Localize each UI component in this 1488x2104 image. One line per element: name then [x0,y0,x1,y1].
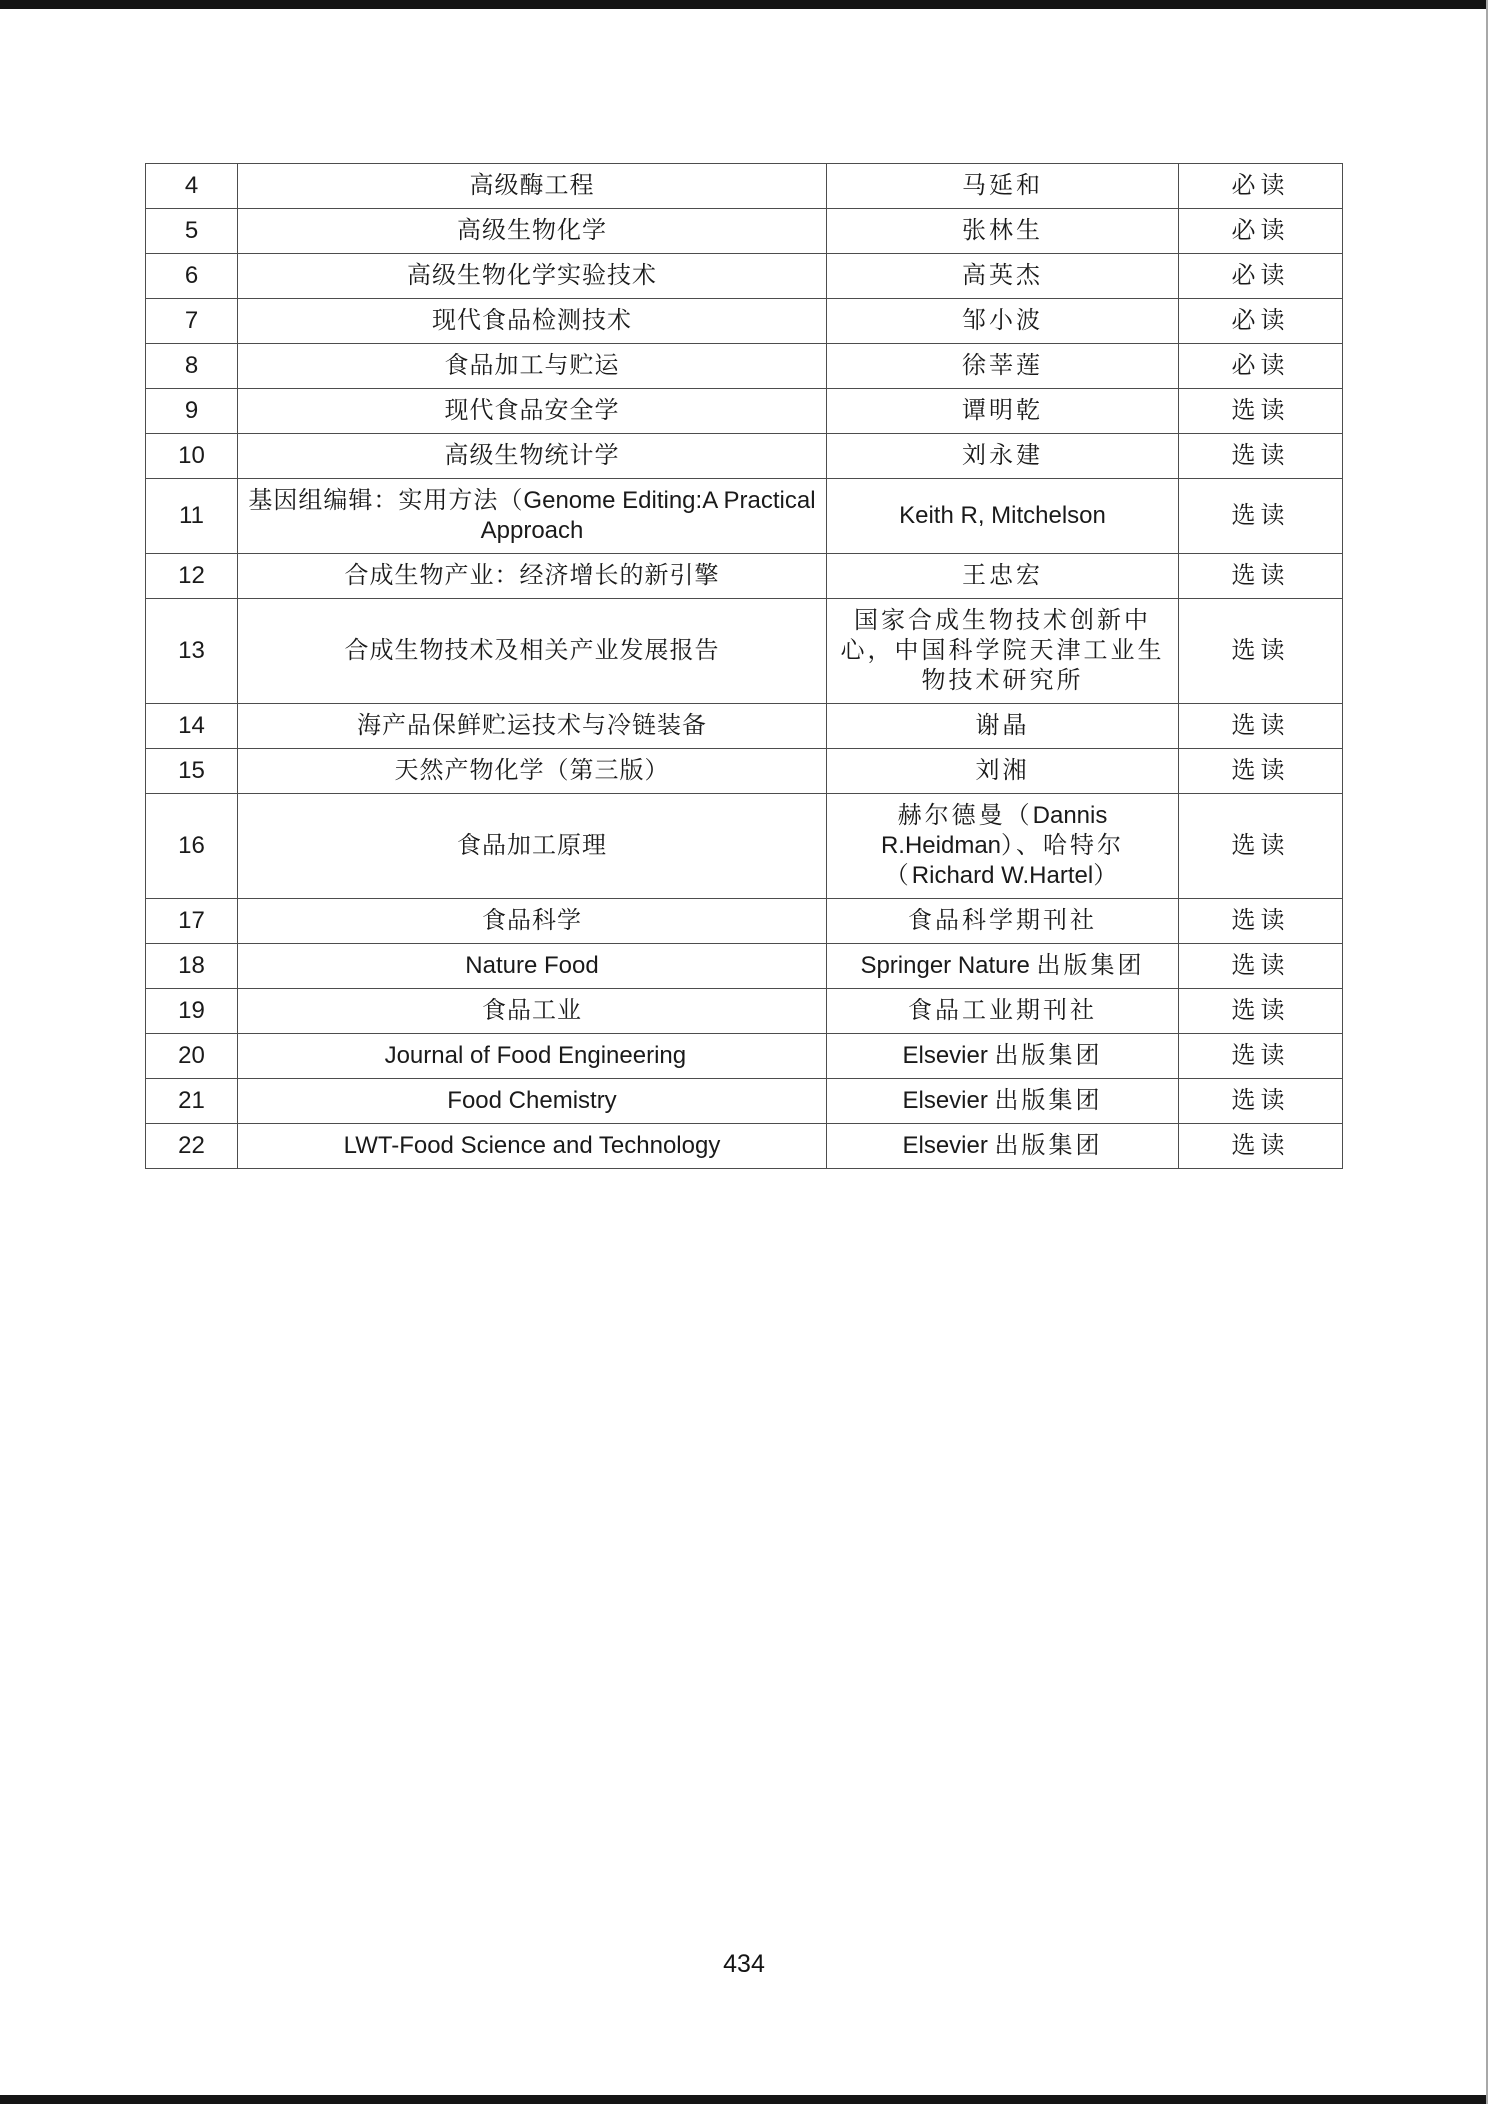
table-row [146,254,1343,299]
table-row [146,299,1343,344]
cell-status: 必读 [1179,209,1343,254]
cell-status: 必读 [1179,254,1343,299]
table-row [146,704,1343,749]
cell-number: 13 [146,599,238,704]
table-row [146,749,1343,794]
cell-number: 21 [146,1079,238,1124]
cell-title: 合成生物技术及相关产业发展报告 [238,599,827,704]
cell-title: 海产品保鲜贮运技术与冷链装备 [238,704,827,749]
cell-author: 谢晶 [827,704,1179,749]
cell-status: 选读 [1179,944,1343,989]
cell-status: 选读 [1179,1079,1343,1124]
cell-title: 基因组编辑：实用方法（Genome Editing:A Practical Approach [238,479,827,554]
cell-title: 现代食品检测技术 [238,299,827,344]
cell-number: 11 [146,479,238,554]
table-row [146,344,1343,389]
cell-title: 合成生物产业：经济增长的新引擎 [238,554,827,599]
table-row [146,794,1343,899]
table-row [146,1124,1343,1169]
cell-status: 选读 [1179,794,1343,899]
table-row [146,209,1343,254]
table-row [146,164,1343,209]
table-row [146,389,1343,434]
table-row [146,989,1343,1034]
cell-title: 食品科学 [238,899,827,944]
cell-status: 选读 [1179,1124,1343,1169]
cell-status: 选读 [1179,704,1343,749]
cell-title: 现代食品安全学 [238,389,827,434]
scan-edge-bar-bottom [0,2095,1488,2104]
cell-status: 选读 [1179,899,1343,944]
table-row [146,434,1343,479]
cell-author: 食品科学期刊社 [827,899,1179,944]
cell-number: 18 [146,944,238,989]
table-row [146,599,1343,704]
cell-status: 必读 [1179,164,1343,209]
cell-number: 7 [146,299,238,344]
cell-status: 选读 [1179,554,1343,599]
cell-author: 谭明乾 [827,389,1179,434]
cell-title: LWT-Food Science and Technology [238,1124,827,1169]
cell-status: 选读 [1179,1034,1343,1079]
cell-number: 14 [146,704,238,749]
cell-author: Springer Nature 出版集团 [827,944,1179,989]
cell-author: Elsevier 出版集团 [827,1079,1179,1124]
page-number: 434 [723,1950,765,1978]
table-row [146,944,1343,989]
cell-author: 马延和 [827,164,1179,209]
cell-title: 高级酶工程 [238,164,827,209]
cell-status: 选读 [1179,599,1343,704]
cell-number: 17 [146,899,238,944]
table-row [146,479,1343,554]
cell-author: 赫尔德曼（Dannis R.Heidman）、哈特尔（Richard W.Hartel） [827,794,1179,899]
scan-edge-bar-top [0,0,1488,9]
cell-status: 选读 [1179,749,1343,794]
cell-status: 选读 [1179,989,1343,1034]
cell-status: 必读 [1179,299,1343,344]
cell-number: 5 [146,209,238,254]
cell-title: 食品工业 [238,989,827,1034]
table-row [146,1079,1343,1124]
cell-title: 食品加工与贮运 [238,344,827,389]
cell-title: Nature Food [238,944,827,989]
cell-number: 9 [146,389,238,434]
cell-title: Journal of Food Engineering [238,1034,827,1079]
cell-status: 选读 [1179,389,1343,434]
cell-number: 22 [146,1124,238,1169]
cell-number: 15 [146,749,238,794]
reading-list-table [145,163,1343,1169]
cell-number: 12 [146,554,238,599]
cell-title: 高级生物统计学 [238,434,827,479]
cell-title: 高级生物化学 [238,209,827,254]
cell-author: Elsevier 出版集团 [827,1034,1179,1079]
cell-status: 选读 [1179,434,1343,479]
cell-number: 16 [146,794,238,899]
table-row [146,1034,1343,1079]
cell-title: 天然产物化学（第三版） [238,749,827,794]
table-row [146,554,1343,599]
cell-number: 8 [146,344,238,389]
cell-author: 刘永建 [827,434,1179,479]
reading-list-body [146,164,1343,1169]
cell-number: 4 [146,164,238,209]
cell-number: 10 [146,434,238,479]
table-row [146,899,1343,944]
cell-author: Elsevier 出版集团 [827,1124,1179,1169]
cell-author: 张林生 [827,209,1179,254]
cell-author: 邹小波 [827,299,1179,344]
cell-title: Food Chemistry [238,1079,827,1124]
cell-author: 高英杰 [827,254,1179,299]
cell-title: 高级生物化学实验技术 [238,254,827,299]
cell-status: 必读 [1179,344,1343,389]
cell-author: 徐莘莲 [827,344,1179,389]
cell-author: 食品工业期刊社 [827,989,1179,1034]
cell-author: 王忠宏 [827,554,1179,599]
cell-number: 20 [146,1034,238,1079]
cell-author: 国家合成生物技术创新中心，中国科学院天津工业生物技术研究所 [827,599,1179,704]
cell-title: 食品加工原理 [238,794,827,899]
cell-status: 选读 [1179,479,1343,554]
cell-number: 19 [146,989,238,1034]
cell-author: 刘湘 [827,749,1179,794]
cell-number: 6 [146,254,238,299]
cell-author: Keith R, Mitchelson [827,479,1179,554]
